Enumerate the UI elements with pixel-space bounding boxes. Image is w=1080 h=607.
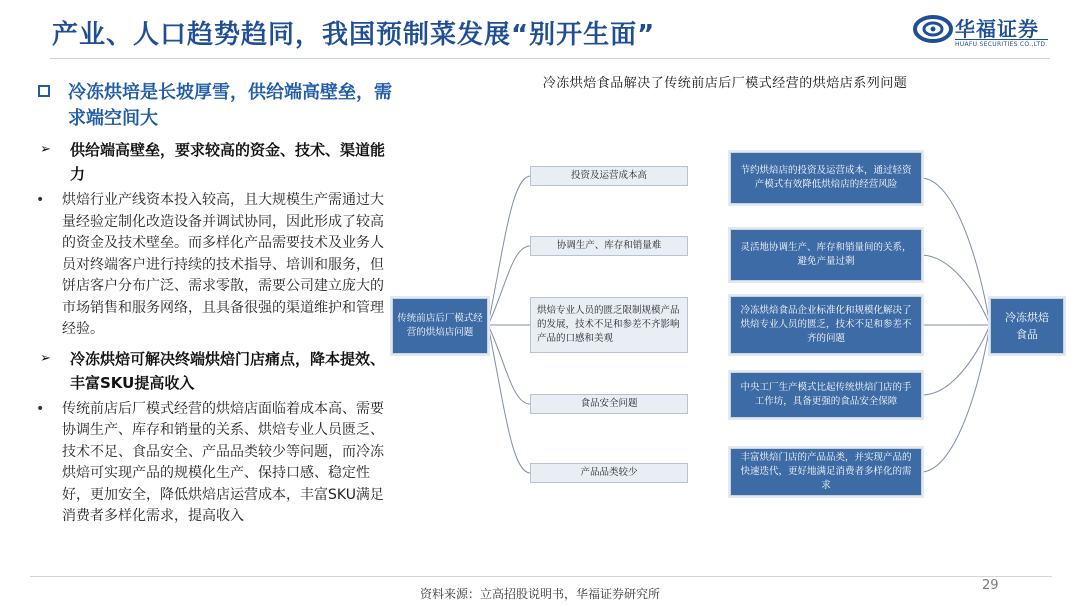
connector-line [922, 325, 990, 395]
dot-bullet-icon: • [36, 192, 45, 208]
problem-node: 投资及运营成本高 [530, 166, 688, 186]
connector-line [488, 176, 530, 325]
solution-node: 丰富烘焙门店的产品品类，并实现产品的快速迭代，更好地满足消费者多样化的需求 [730, 448, 922, 496]
dot-bullet-icon: • [36, 400, 45, 417]
arrow-bullet-icon: ➢ [40, 350, 51, 366]
arrow-bullet-icon: ➢ [40, 142, 51, 157]
problem-node: 烘焙专业人员的匮乏限制规模产品的发展，技术不足和参差不齐影响产品的口感和美观 [530, 297, 688, 353]
solution-node: 节约烘焙店的投资及运营成本，通过轻资产模式有效降低烘焙店的经营风险 [730, 152, 922, 204]
subheading-text: 冷冻烘焙可解决终端烘焙门店痛点，降本提效、丰富SKU提高收入 [70, 349, 386, 392]
solution-node: 冷冻烘焙食品企业标准化和规模化解决了烘焙专业人员的匮乏，技术不足和参差不齐的问题 [730, 296, 922, 354]
footer-divider [30, 576, 1052, 577]
page-number: 29 [982, 578, 999, 593]
source-note: 资料来源：立高招股说明书，华福证券研究所 [419, 587, 660, 601]
logo-subtitle: HUAFU SECURITIES CO.,LTD. [955, 41, 1048, 48]
problem-node: 协调生产、库存和销量难 [530, 236, 688, 256]
connector-line [922, 178, 990, 325]
target-node: 冷冻烘焙食品 [990, 298, 1064, 354]
connector-line [488, 246, 530, 325]
solution-node: 灵活地协调生产、库存和销量间的关系，避免产量过剩 [730, 229, 922, 281]
page-title: 产业、人口趋势趋同，我国预制菜发展“别开生面” [52, 20, 656, 50]
diagram-title: 冷冻烘焙食品解决了传统前店后厂模式经营的烘焙店系列问题 [542, 76, 908, 91]
problem-node: 产品品类较少 [530, 463, 688, 483]
connector-line [488, 325, 530, 473]
connector-line [488, 325, 530, 404]
paragraph-text: 烘焙行业产线资本投入较高，且大规模生产需通过大量经验定制化改造设备并调试协同，因此形成了较高的资金及技术壁垒。而多样化产品需要技术及业务人员对终端客户进行持续的技术指导、培训和服务，但饼店客户分布广泛、需求零散，需要公司建立庞大的市场销售和服务网络，且具备很强的渠道维护和管理经验。 [62, 192, 384, 337]
logo-name: 华福证券 [955, 17, 1039, 41]
problem-node: 食品安全问题 [530, 394, 688, 414]
source-node: 传统前店后厂模式经营的烘焙店问题 [392, 298, 488, 354]
section-heading-text: 冷冻烘培是长坡厚雪，供给端高壁垒，需求端空间大 [68, 82, 392, 129]
subheading-text: 供给端高壁垒，要求较高的资金、技术、渠道能力 [70, 141, 386, 183]
paragraph-text: 传统前店后厂模式经营的烘焙店面临着成本高、需要协调生产、库存和销量的关系、烘焙专业人员匮乏、技术不足、食品安全、产品品类较少等问题，而冷冻烘焙可实现产品的规模化生产、保持口感、稳定性好，更加安全，降低烘焙店运营成本，丰富SKU满足消费者多样化需求，提高收入 [62, 400, 384, 524]
connector-line [922, 255, 990, 325]
solution-node: 中央工厂生产模式比起传统烘焙门店的手工作坊，具备更强的食品安全保障 [730, 372, 922, 418]
connector-line [922, 325, 990, 472]
